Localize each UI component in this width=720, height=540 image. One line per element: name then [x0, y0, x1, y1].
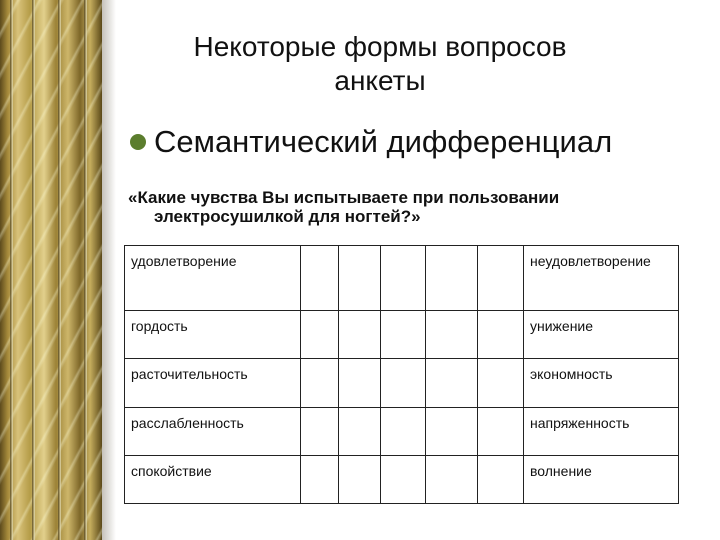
scale-cell[interactable] — [426, 456, 478, 504]
left-adjective: гордость — [125, 311, 301, 359]
table-row — [125, 359, 679, 408]
right-adjective: неудовлетворение — [524, 246, 679, 311]
title-line-2: анкеты — [334, 65, 426, 96]
sidebar-groove — [84, 0, 87, 540]
bullet-dot-icon — [130, 134, 146, 150]
scale-cell[interactable] — [301, 246, 339, 311]
sidebar-groove — [58, 0, 61, 540]
sidebar-groove — [10, 0, 13, 540]
decorative-sidebar — [0, 0, 102, 540]
survey-question — [128, 188, 688, 226]
scale-cell[interactable] — [339, 311, 381, 359]
scale-cell[interactable] — [381, 456, 426, 504]
right-adjective: напряженность — [524, 408, 679, 456]
scale-cell[interactable] — [381, 408, 426, 456]
table-row — [125, 246, 679, 311]
table-row — [125, 311, 679, 359]
scale-cell[interactable] — [426, 311, 478, 359]
semantic-differential-table — [124, 245, 679, 504]
scale-cell[interactable] — [478, 408, 524, 456]
scale-cell[interactable] — [381, 246, 426, 311]
scale-cell[interactable] — [478, 246, 524, 311]
scale-cell[interactable] — [478, 311, 524, 359]
scale-cell[interactable] — [339, 456, 381, 504]
scale-cell[interactable] — [478, 359, 524, 408]
left-adjective: расслабленность — [125, 408, 301, 456]
left-adjective: спокойствие — [125, 456, 301, 504]
sidebar-shadow — [102, 0, 116, 540]
right-adjective: унижение — [524, 311, 679, 359]
right-adjective: волнение — [524, 456, 679, 504]
scale-cell[interactable] — [339, 408, 381, 456]
scale-cell[interactable] — [478, 456, 524, 504]
sidebar-groove — [32, 0, 35, 540]
scale-cell[interactable] — [381, 311, 426, 359]
question-line-1: «Какие чувства Вы испытываете при пользовании — [128, 188, 560, 207]
slide-title — [150, 30, 610, 98]
right-adjective: экономность — [524, 359, 679, 408]
scale-cell[interactable] — [426, 246, 478, 311]
scale-cell[interactable] — [426, 359, 478, 408]
left-adjective: расточительность — [125, 359, 301, 408]
scale-cell[interactable] — [426, 408, 478, 456]
table-row — [125, 408, 679, 456]
scale-cell[interactable] — [381, 359, 426, 408]
title-line-1: Некоторые формы вопросов — [193, 31, 567, 62]
scale-cell[interactable] — [301, 408, 339, 456]
scale-cell[interactable] — [301, 359, 339, 408]
scale-cell[interactable] — [301, 456, 339, 504]
scale-cell[interactable] — [339, 246, 381, 311]
table-row — [125, 456, 679, 504]
bullet-text: Семантический дифференциал — [154, 124, 613, 159]
scale-cell[interactable] — [301, 311, 339, 359]
question-line-2: электросушилкой для ногтей?» — [154, 207, 421, 226]
scale-cell[interactable] — [339, 359, 381, 408]
left-adjective: удовлетворение — [125, 246, 301, 311]
bullet-item — [130, 122, 612, 162]
